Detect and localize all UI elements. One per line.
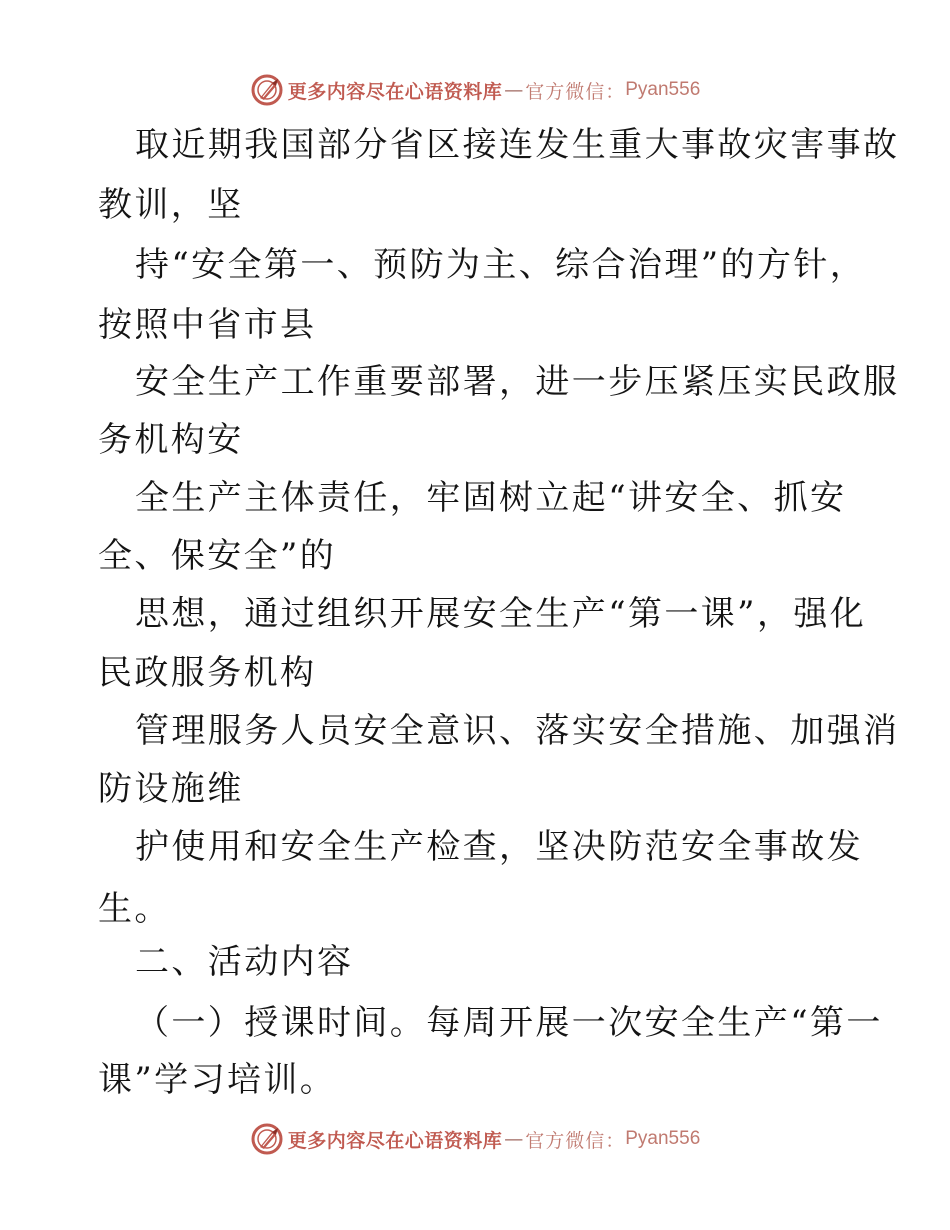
pen-nib-logo-icon (250, 1122, 284, 1156)
watermark-official-label: 官方微信： (525, 80, 626, 103)
watermark-main-text: 更多内容尽在心语资料库 (287, 80, 503, 103)
paragraph-line: 防设施维 (98, 769, 244, 809)
watermark-dash: — (504, 1128, 524, 1150)
watermark-wechat-id: Pyan556 (625, 79, 701, 100)
paragraph-line: 安全生产工作重要部署，进一步压紧压实民政服 (135, 362, 900, 402)
paragraph-line: 民政服务机构 (98, 653, 317, 693)
paragraph-line: 全生产主体责任，牢固树立起“讲安全、抓安 (135, 478, 847, 518)
paragraph-line: 管理服务人员安全意识、落实安全措施、加强消 (135, 711, 900, 751)
paragraph-line: （一）授课时间。每周开展一次安全生产“第一 (135, 1003, 883, 1043)
watermark-official-label: 官方微信： (525, 1129, 626, 1152)
paragraph-line: 持“安全第一、预防为主、综合治理”的方针， (135, 245, 867, 285)
section-heading: 二、活动内容 (135, 942, 354, 982)
paragraph-line: 护使用和安全生产检查，坚决防范安全事故发 (135, 827, 863, 867)
paragraph-line: 务机构安 (98, 420, 244, 460)
paragraph-line: 按照中省市县 (98, 305, 317, 345)
paragraph-line: 思想，通过组织开展安全生产“第一课”，强化 (135, 594, 867, 634)
paragraph-line: 生。 (98, 889, 171, 929)
paragraph-line: 全、保安全”的 (98, 536, 337, 576)
watermark-main-text: 更多内容尽在心语资料库 (287, 1129, 503, 1152)
watermark-dash: — (504, 79, 524, 101)
footer-watermark (0, 1119, 950, 1159)
pen-nib-logo-icon (250, 73, 284, 107)
header-watermark (0, 70, 950, 110)
paragraph-line: 取近期我国部分省区接连发生重大事故灾害事故 (135, 125, 900, 165)
paragraph-line: 课”学习培训。 (98, 1060, 337, 1100)
paragraph-line: 教训，坚 (98, 185, 244, 225)
watermark-wechat-id: Pyan556 (625, 1128, 701, 1149)
